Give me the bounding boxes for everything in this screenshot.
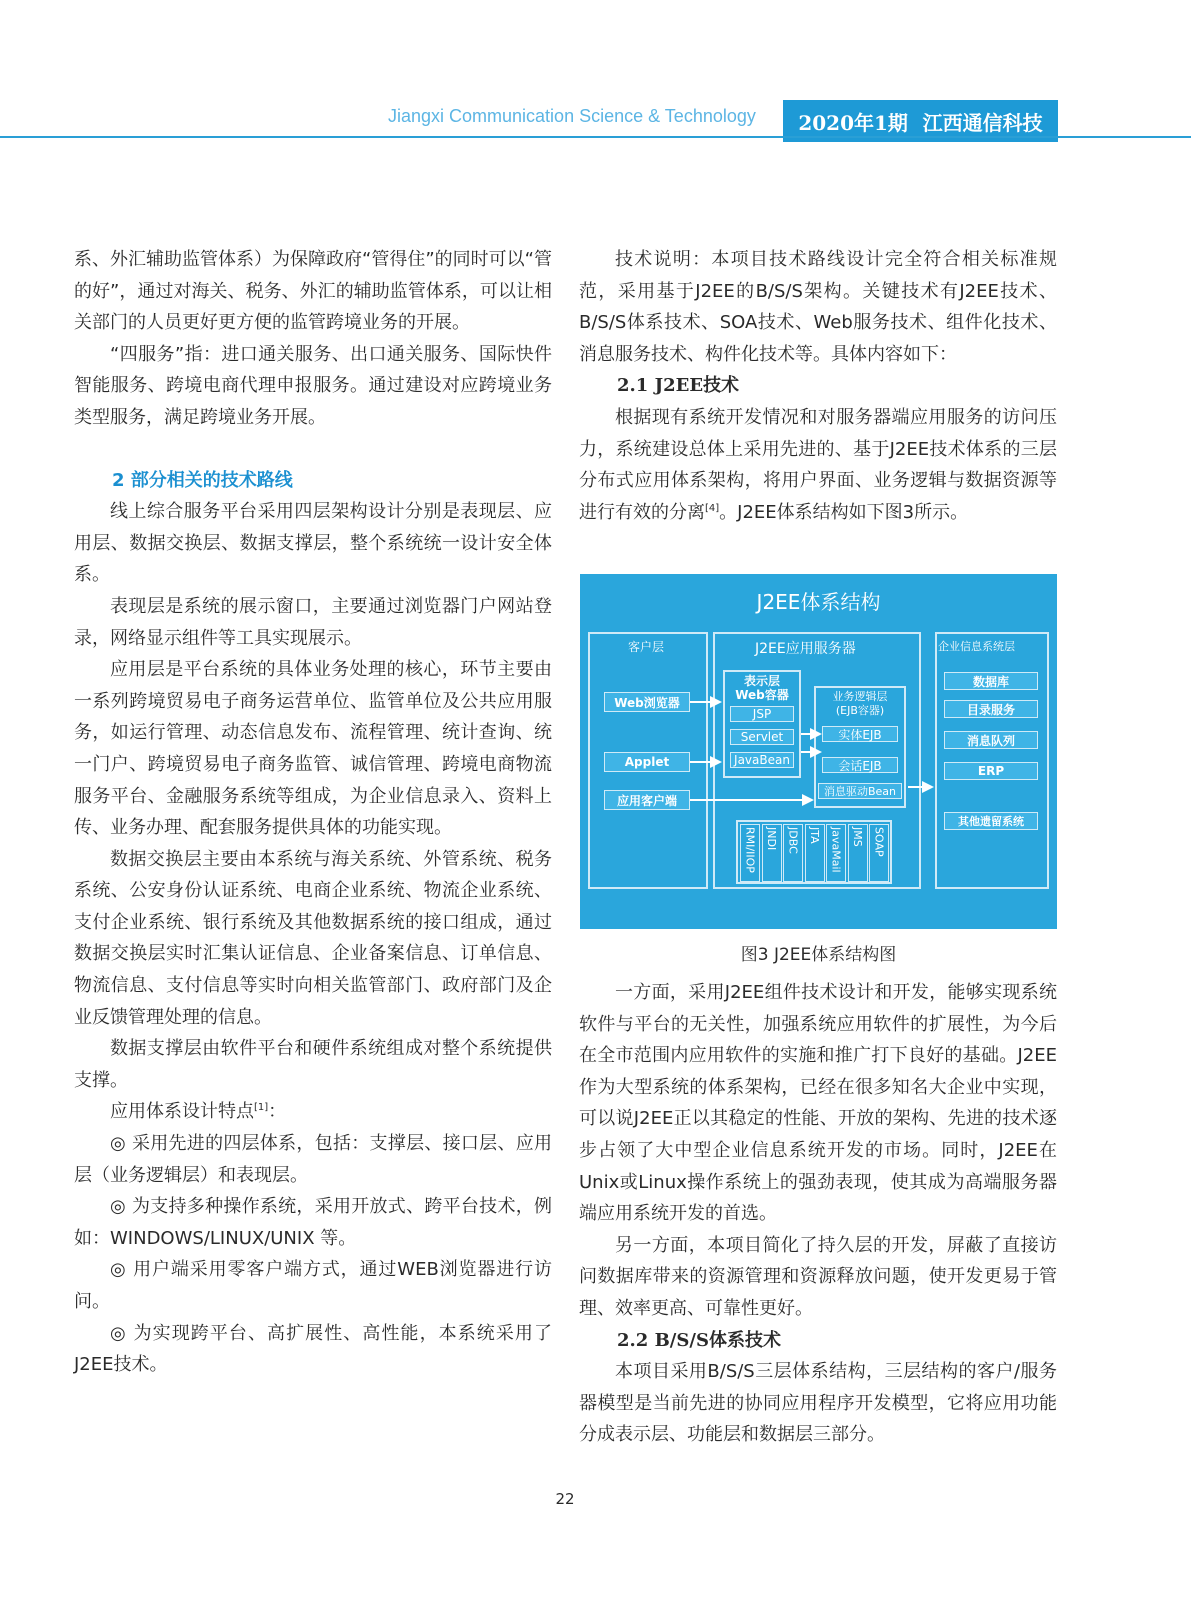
text: 。J2EE体系结构如下图3所示。 <box>719 501 969 523</box>
api-jms: JMS <box>848 824 868 882</box>
paragraph <box>74 1096 552 1128</box>
text: 根据现有系统开发情况和对服务器端应用服务的访问压力，系统建设总体上采用先进的、基于J2EE技术体系的三层分布式应用体系架构，将用户界面、业务逻辑与数据资源等进行有效的分离 <box>579 406 1057 523</box>
paragraph: “四服务”指：进口通关服务、出口通关服务、国际快件智能服务、跨境电商代理申报服务。通过建设对应跨境业务类型服务，满足跨境业务开展。 <box>74 343 552 428</box>
session-ejb-box: 会话EJB <box>822 757 898 773</box>
jsp-box: JSP <box>730 706 794 722</box>
server-tier-label: J2EE应用服务器 <box>755 641 856 657</box>
citation: [1] <box>254 1102 269 1114</box>
bullet-item: ◎ 用户端采用零客户端方式，通过WEB浏览器进行访问。 <box>74 1259 552 1312</box>
page-number: 22 <box>555 1490 575 1508</box>
section-heading: 2 部分相关的技术路线 <box>112 469 293 491</box>
subsection-heading: 2.2 B/S/S体系技术 <box>617 1329 781 1351</box>
api-jndi: JNDI <box>762 824 782 882</box>
journal-name-english: Jiangxi Communication Science & Technology <box>388 106 756 126</box>
paragraph: 数据支撑层由软件平台和硬件系统组成对整个系统提供支撑。 <box>74 1038 552 1091</box>
journal-name-chinese: 江西通信科技 <box>922 110 1043 135</box>
paragraph: 应用层是平台系统的具体业务处理的核心，环节主要由一系列跨境贸易电子商务运营单位、监管单位及公共应用服务，如运行管理、动态信息发布、流程管理、统计查询、统一门户、跨境贸易电子商务监管、诚信管理、跨境电商物流服务平台、金融服务系统等组成，为企业信息录入、资料上传、业务办理、配套服务提供具体的功能实现。 <box>74 659 552 839</box>
client-tier-label: 客户层 <box>628 640 665 654</box>
subsection-heading: 2.1 J2EE技术 <box>617 375 740 397</box>
issue-number: 2020年1期 <box>798 110 908 135</box>
text: ： <box>268 1101 287 1123</box>
text: 应用体系设计特点 <box>110 1101 254 1123</box>
api-jdbc: JDBC <box>783 824 803 882</box>
erp-box: ERP <box>944 762 1038 780</box>
legacy-box: 其他遗留系统 <box>944 812 1038 830</box>
web-container-label: 表示层 Web容器 <box>735 674 789 702</box>
applet-box: Applet <box>604 752 690 772</box>
figure-title: J2EE体系结构 <box>756 590 881 614</box>
app-client-box: 应用客户端 <box>604 790 690 810</box>
paragraph: 本项目采用B/S/S三层体系结构，三层结构的客户/服务器模型是当前先进的协同应用程序开发模型，它将应用功能分成表示层、功能层和数据层三部分。 <box>579 1361 1057 1446</box>
paragraph: 线上综合服务平台采用四层架构设计分别是表现层、应用层、数据交换层、数据支撑层，整个系统统一设计安全体系。 <box>74 501 552 586</box>
paragraph: 技术说明：本项目技术路线设计完全符合相关标准规范，采用基于J2EE的B/S/S架构。关键技术有J2EE技术、B/S/S体系技术、SOA技术、Web服务技术、组件化技术、消息服务技术、构件化技术等。具体内容如下： <box>579 249 1057 365</box>
ejb-container-label: 业务逻辑层 (EJB容器) <box>832 690 888 717</box>
api-javamail: JavaMail <box>826 824 846 882</box>
figure-caption: 图3 J2EE体系结构图 <box>740 945 897 965</box>
directory-box: 目录服务 <box>944 700 1038 718</box>
bullet-item: ◎ 为实现跨平台、高扩展性、高性能，本系统采用了J2EE技术。 <box>74 1322 552 1376</box>
entity-ejb-box: 实体EJB <box>822 726 898 742</box>
servlet-box: Servlet <box>730 729 794 745</box>
bullet-item: ◎ 采用先进的四层体系，包括：支撑层、接口层、应用层（业务逻辑层）和表现层。 <box>74 1133 552 1186</box>
j2ee-architecture-figure <box>580 574 1057 929</box>
right-column-lower <box>579 977 1057 1451</box>
paragraph: 数据交换层主要由本系统与海关系统、外管系统、税务系统、公安身份认证系统、电商企业系统、物流企业系统、支付企业系统、银行系统及其他数据系统的接口组成，通过数据交换层实时汇集认证信息、企业备案信息、订单信息、物流信息、支付信息等实时向相关监管部门、政府部门及企业反馈管理处理的信息。 <box>74 848 552 1028</box>
paragraph: 一方面，采用J2EE组件技术设计和开发，能够实现系统软件与平台的无关性，加强系统应用软件的扩展性，为今后在全市范围内应用软件的实施和推广打下良好的基础。J2EE作为大型系统的体系架构，已经在很多知名大企业中实现，可以说J2EE正以其稳定的性能、开放的架构、先进的技术逐步占领了大中型企业信息系统开发的市场。同时，J2EE在Unix或Linux操作系统上的强劲表现，使其成为高端服务器端应用系统开发的首选。 <box>579 982 1057 1225</box>
right-column-upper <box>579 244 1057 528</box>
paragraph <box>579 402 1057 528</box>
citation: [4] <box>705 502 720 514</box>
api-rmi-iiop: RMI/IIOP <box>740 824 760 882</box>
javabean-box: JavaBean <box>730 752 794 768</box>
mdb-box: 消息驱动Bean <box>818 783 902 799</box>
mq-box: 消息队列 <box>944 731 1038 749</box>
eis-tier-label: 企业信息系统层 <box>938 640 1015 653</box>
eis-tier-box <box>935 632 1049 889</box>
header-rule <box>0 136 1191 138</box>
left-column <box>74 244 552 1381</box>
paragraph: 系、外汇辅助监管体系）为保障政府“管得住”的同时可以“管的好”，通过对海关、税务、外汇的辅助监管体系，可以让相关部门的人员更好更方便的监管跨境业务的开展。 <box>74 249 552 334</box>
bullet-item: ◎ 为支持多种操作系统，采用开放式、跨平台技术，例如：WINDOWS/LINUX/UNIX 等。 <box>74 1196 552 1249</box>
database-box: 数据库 <box>944 672 1038 690</box>
paragraph: 另一方面，本项目简化了持久层的开发，屏蔽了直接访问数据库带来的资源管理和资源释放问题，使开发更易于管理、效率更高、可靠性更好。 <box>579 1234 1057 1319</box>
api-soap: SOAP <box>869 824 889 882</box>
web-browser-box: Web浏览器 <box>604 692 690 712</box>
api-jta: JTA <box>805 824 825 882</box>
spacer <box>74 434 552 465</box>
paragraph: 表现层是系统的展示窗口，主要通过浏览器门户网站登录，网络显示组件等工具实现展示。 <box>74 595 552 649</box>
